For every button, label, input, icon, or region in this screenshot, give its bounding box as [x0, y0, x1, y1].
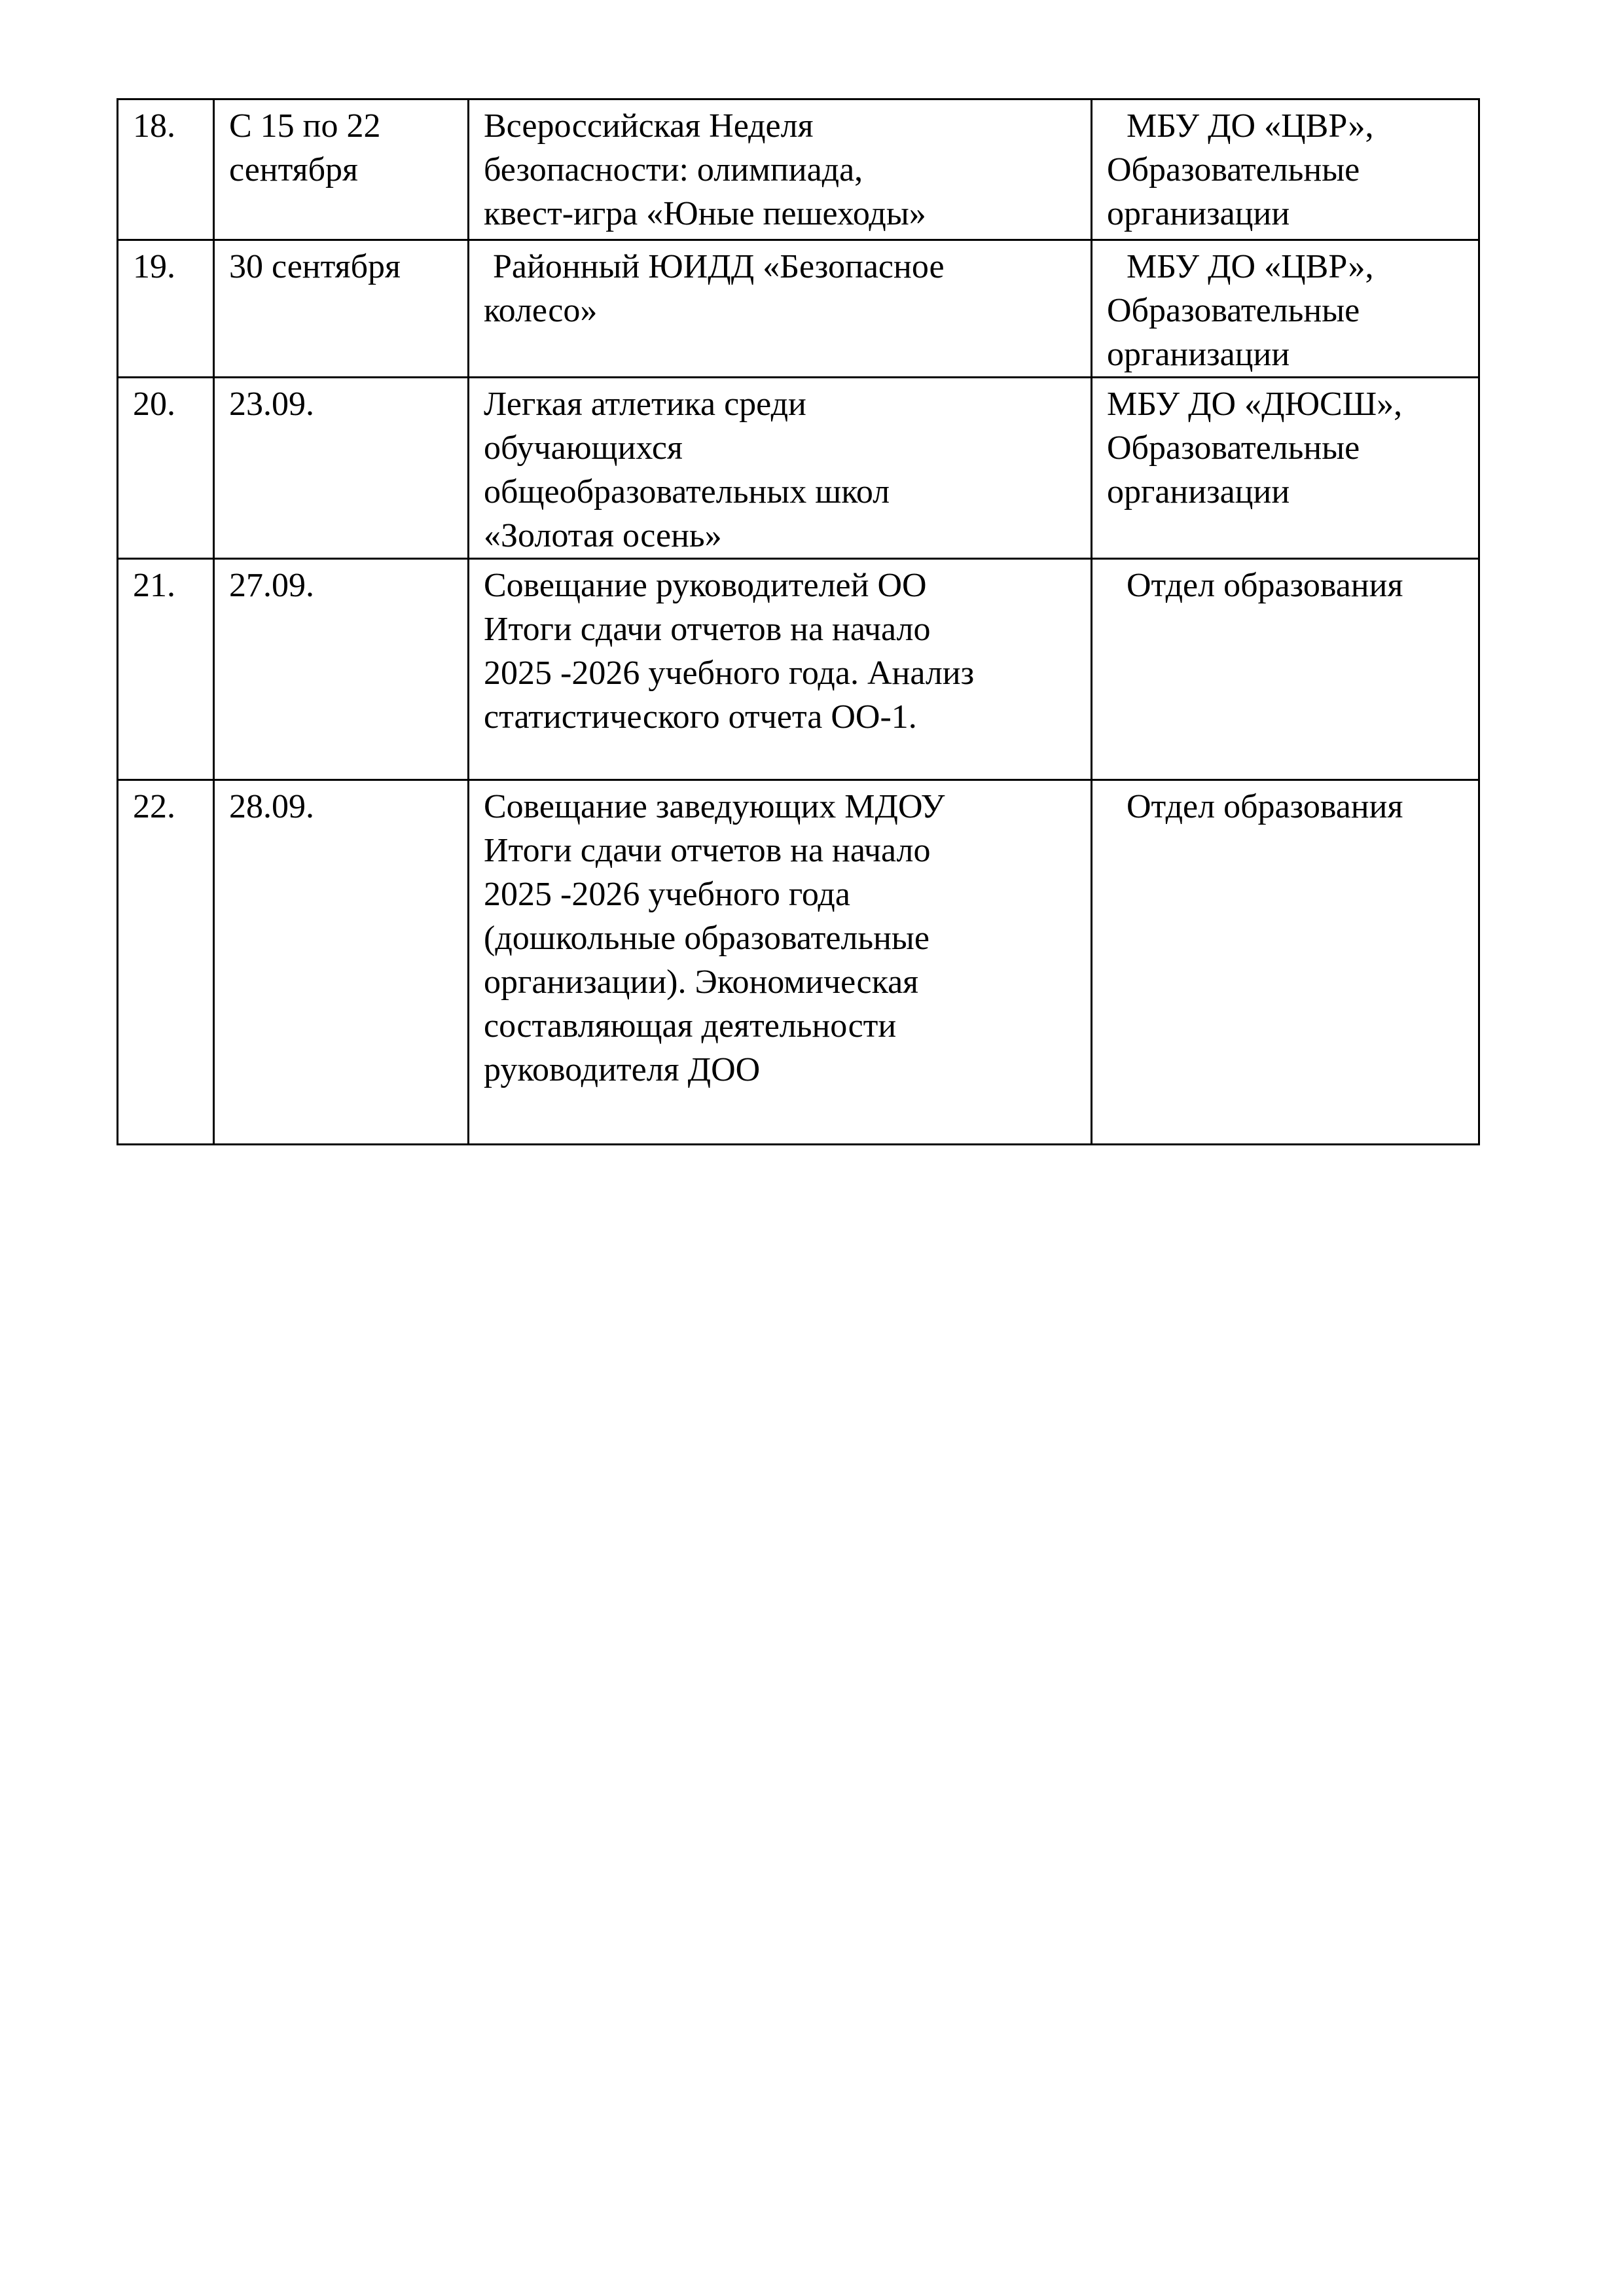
event-title: Районный ЮИДД «Безопасное колесо»: [469, 240, 1092, 378]
row-number: 18.: [118, 99, 214, 240]
event-title: Легкая атлетика среди обучающихся общеобразовательных школ «Золотая осень»: [469, 378, 1092, 559]
event-date: 27.09.: [214, 559, 469, 780]
event-date: 23.09.: [214, 378, 469, 559]
event-title: Совещание заведующих МДОУ Итоги сдачи отчетов на начало 2025 -2026 учебного года (дошкольные образовательные организации). Экономическая составляющая деятельности руководителя ДОО: [469, 780, 1092, 1145]
table-row: [118, 99, 1479, 240]
event-organizer: МБУ ДО «ЦВР», Образовательные организации: [1092, 99, 1479, 240]
event-title: Всероссийская Неделя безопасности: олимпиада, квест-игра «Юные пешеходы»: [469, 99, 1092, 240]
events-table: [117, 98, 1480, 1145]
event-organizer: Отдел образования: [1092, 780, 1479, 1145]
table-row: [118, 378, 1479, 559]
row-number: 22.: [118, 780, 214, 1145]
event-title: Совещание руководителей ОО Итоги сдачи отчетов на начало 2025 -2026 учебного года. Анализ статистического отчета ОО-1.: [469, 559, 1092, 780]
table-row: [118, 559, 1479, 780]
table-row: [118, 240, 1479, 378]
event-date: С 15 по 22 сентября: [214, 99, 469, 240]
row-number: 21.: [118, 559, 214, 780]
event-date: 28.09.: [214, 780, 469, 1145]
row-number: 20.: [118, 378, 214, 559]
row-number: 19.: [118, 240, 214, 378]
event-organizer: МБУ ДО «ЦВР», Образовательные организации: [1092, 240, 1479, 378]
event-date: 30 сентября: [214, 240, 469, 378]
event-organizer: Отдел образования: [1092, 559, 1479, 780]
table-row: [118, 780, 1479, 1145]
event-organizer: МБУ ДО «ДЮСШ», Образовательные организации: [1092, 378, 1479, 559]
